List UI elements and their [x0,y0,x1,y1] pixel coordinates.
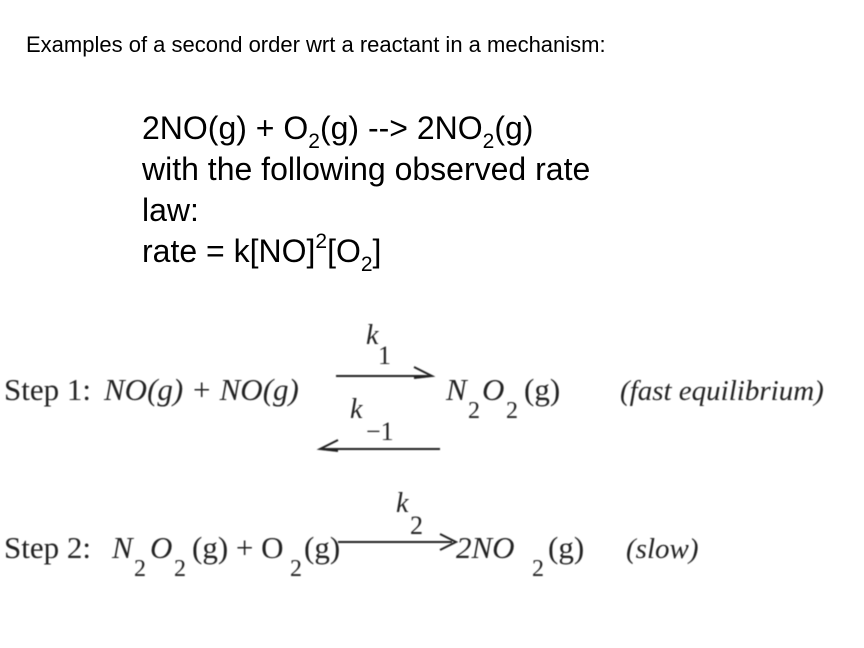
step2-note: (slow) [626,533,699,565]
step2-label: Step 2: [4,530,91,565]
step2-reactant-b-sub: 2 [174,556,186,582]
step1-k-reverse-sub: −1 [366,417,394,446]
step1-reactants: NO(g) + NO(g) [104,372,299,407]
overall-reaction: $2NO(g) + O_2(g)$ --> $2NO_2(g)$ [142,110,534,153]
step2-product-sub: 2 [532,556,544,582]
step1-product-o: O [482,372,505,407]
step1-label: Step 1: [4,372,91,407]
step1-product-o-sub: 2 [506,398,518,424]
step1-k-reverse: k [350,394,363,425]
step2-k-sub: 2 [410,511,423,540]
rate-law: rate = $k[NO]^2[O_2]$ [142,230,382,276]
overall-equation-block [142,108,591,276]
step1-product-state: (g) [524,372,561,407]
step2-k: k [396,488,409,519]
slide-title: Examples of a second order wrt a reactant in a mechanism: [26,32,606,57]
step2-reactant-a-sub: 2 [134,556,146,582]
step2-reactant-c-state: (g) [304,530,341,565]
step2-reactant-b: O [150,530,173,565]
step1-product-n-sub: 2 [468,398,480,424]
step2-reactant-c-sub: 2 [290,556,302,582]
step1-product-n: N [446,372,467,407]
step2-reactant-a: N [112,530,133,565]
mechanism-svg [0,318,864,586]
description-line-1: with the following observed rate [142,151,591,187]
mechanism-image [0,318,864,586]
description-line-2: law: [142,192,199,228]
step2-reactant-state-plus: (g) + O [192,530,284,565]
step1-k-forward-sub: 1 [378,341,391,370]
step1-note: (fast equilibrium) [620,375,824,407]
step2-product-state: (g) [548,530,585,565]
step2-product: 2NO [456,530,515,565]
step1-k-forward: k [366,320,379,351]
